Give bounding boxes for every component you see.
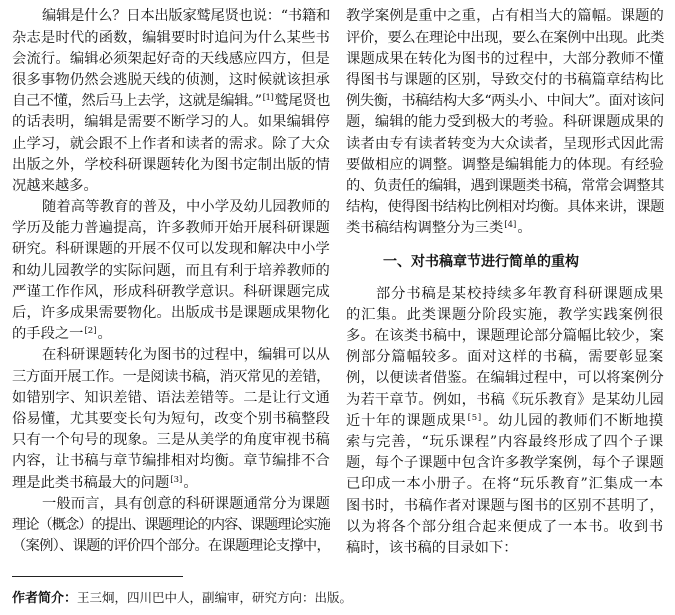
line-text: 自己不懂，然后马上去学，这就是编辑。” (12, 93, 262, 110)
text-line: 一般而言，具有创意的科研课题通常分为课题 (42, 495, 330, 512)
text-line: 为若干章节。例如，书稿《玩乐教育》是某幼儿园 (346, 391, 664, 408)
text-line (12, 324, 330, 345)
citation-marker: [1] (262, 93, 274, 104)
text-line: 例部分篇幅较多。面对这样的书稿，需要彰显案 (346, 349, 664, 366)
text-line: 图书时，书稿作者对课题与图书的区别不甚明了， (346, 497, 664, 514)
text-line: 教学案例是重中之重，占有相当大的篇幅。课题的 (346, 8, 664, 25)
paragraph (12, 345, 330, 493)
text-line: 要做相应的调整。调整是编辑能力的体现。有经验 (346, 156, 664, 173)
author-footnote (12, 588, 352, 608)
citation-marker: [2] (84, 326, 97, 337)
text-line: 俗易懂，尤其要变长句为短句，改变个别书稿整段 (12, 410, 330, 427)
text-line: 后，许多成果需要物化。出版成书是课题成果物化 (12, 305, 330, 322)
text-line: 例，以便读者借鉴。在编辑过程中，可以将案例分 (346, 370, 664, 387)
text-line: 和幼儿园教学的实际问题，而且有利于培养教师的 (12, 262, 330, 279)
line-text: 理是此类书稿最大的问题 (12, 474, 170, 491)
paragraph-continuation (346, 6, 664, 239)
line-text: 鹫尾贤也 (274, 93, 330, 110)
text-line: 评价，要么在理论中出现，要么在案例中出现。此类 (346, 29, 664, 46)
text-line: 以为将各个部分组合起来便成了一本书。收到书 (346, 518, 664, 535)
line-text: 的手段之一 (12, 326, 84, 343)
text-line: 的汇集。此类课题分阶段实施，教学实践案例很 (346, 306, 664, 323)
text-line: 如错别字、知识差错、语法差错等。二是让行文通 (12, 389, 330, 406)
text-line: 内容，让书稿与章节编排相对均衡。章节编排不合 (12, 453, 330, 470)
text-line: 三方面开展工作。一是阅读书稿，消灭常见的差错， (12, 368, 330, 385)
line-text: 。 (517, 220, 532, 237)
text-line (12, 473, 330, 494)
line-text: 类书稿结构调整分为三类 (346, 220, 504, 237)
text-line: 结构，使得图书结构比例相对均衡。具体来讲，课题 (346, 199, 664, 216)
text-line: 部分书稿是某校持续多年教育科研课题成果 (376, 285, 664, 302)
text-line: 课题成果在转化为图书的过程中，大部分教师不懂 (346, 50, 664, 67)
text-line: 例失衡，书稿结构大多“两头小、中间大”。面对该问 (346, 93, 664, 110)
text-line: 编辑是什么？日本出版家鹫尾贤也说：“书籍和 (42, 8, 330, 25)
text-line: 杂志是时代的函数，编辑要时时追问为什么某些书 (12, 29, 330, 46)
line-text: 。幼儿园的教师们不断地摸 (483, 412, 664, 429)
text-line: 止学习，就会跟不上作者和读者的需求。除了大众 (12, 135, 330, 152)
text-line: 况越来越多。 (12, 177, 98, 194)
text-line (346, 411, 664, 432)
paragraph (12, 197, 330, 345)
footnote-rule (12, 576, 183, 577)
text-line: 很多事物仍然会逃脱天线的侦测，这时候就该担承 (12, 71, 330, 88)
text-line (12, 91, 330, 112)
line-text: 。 (183, 474, 198, 491)
text-line: 严谨工作作风，形成科研教学意识。科研课题完成 (12, 283, 330, 300)
text-line: 研究。科研课题的开展不仅可以发现和解决中小学 (12, 241, 330, 258)
text-line: 已印成一本小册子。在将“玩乐教育”汇集成一本 (346, 476, 664, 493)
text-line: 的、负责任的编辑，遇到课题类书稿，常常会调整其 (346, 177, 664, 194)
text-line: 只有一个句号的现象。三是从美学的角度审视书稿 (12, 432, 330, 449)
section-heading: 一、对书稿章节进行简单的重构 (383, 254, 579, 271)
text-line: 题，每个子课题中包含许多教学案例，每个子课题 (346, 455, 664, 472)
paragraph-intro (12, 6, 330, 197)
citation-marker: [4] (504, 220, 517, 231)
text-line: 学历及能力普遍提高，许多教师开始开展科研课题 (12, 220, 330, 237)
text-line: 会流行。编辑必须架起好奇的天线感应四方，但是 (12, 50, 330, 67)
left-column (12, 6, 330, 557)
line-text: 。 (97, 326, 112, 343)
text-line: （案例）、课题的评价四个部分。在课题理论支撑中， (12, 538, 330, 555)
text-line: 理论（概念）的提出、课题理论的内容、课题理论实施 (12, 516, 330, 533)
paragraph (346, 284, 664, 559)
citation-marker: [5] (467, 412, 483, 423)
text-line: 多。在该类书稿中，课题理论部分篇幅比较少，案 (346, 328, 664, 345)
text-line: 的话表明，编辑是需要不断学习的人。如果编辑停 (12, 114, 330, 131)
text-line (346, 218, 664, 239)
text-line: 题，编辑的能力受到极大的考验。科研课题成果的 (346, 114, 664, 131)
text-line: 稿时，该书稿的目录如下： (346, 539, 518, 556)
text-line: 读者由专有读者转变为大众读者，呈现形式因此需 (346, 135, 664, 152)
citation-marker: [3] (170, 474, 183, 485)
text-line: 得图书与课题的区别，导致交付的书稿篇章结构比 (346, 71, 664, 88)
paragraph (12, 494, 330, 558)
right-column (346, 6, 664, 559)
footnote-label: 作者简介： (12, 591, 78, 606)
text-line: 在科研课题转化为图书的过程中，编辑可以从 (42, 347, 330, 364)
text-line: 出版之外，学校科研课题转化为图书定制出版的情 (12, 156, 330, 173)
line-text: 近十年的课题成果 (346, 412, 467, 429)
text-line: 索与完善，“玩乐课程”内容最终形成了四个子课 (346, 433, 664, 450)
text-line: 随着高等教育的普及，中小学及幼儿园教师的 (42, 199, 330, 216)
footnote-text: 王三炯，四川巴中人，副编审，研究方向：出版。 (77, 590, 353, 605)
